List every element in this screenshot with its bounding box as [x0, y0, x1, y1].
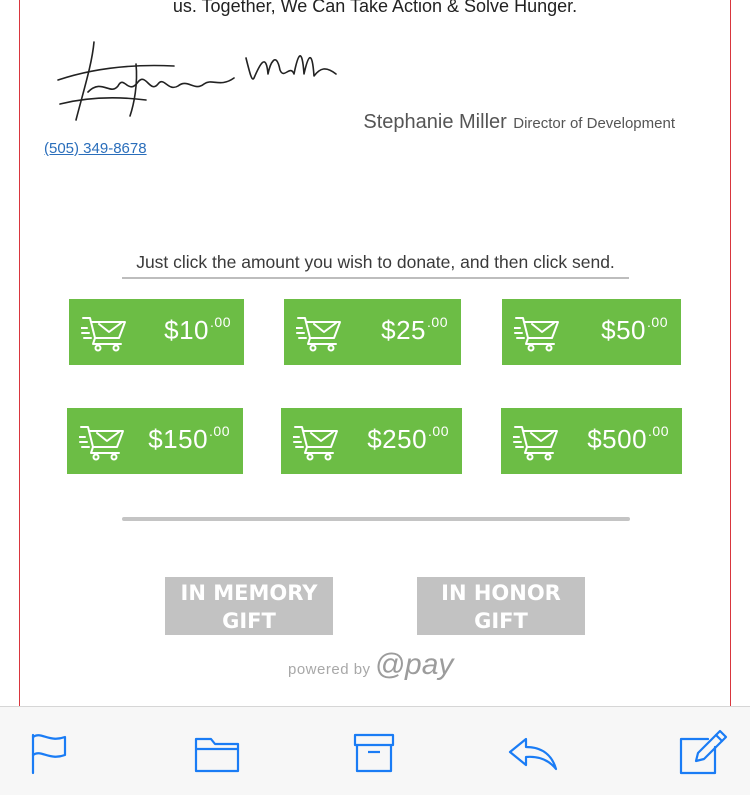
donate-amount: $\$10^{.00}$: [164, 314, 231, 345]
signer-block: [363, 111, 675, 134]
compose-button[interactable]: [674, 725, 730, 781]
flag-button[interactable]: [21, 725, 77, 781]
signature-image: [54, 34, 344, 126]
cart-icon: [513, 421, 561, 461]
compose-icon: [674, 725, 730, 781]
archive-button[interactable]: [346, 725, 402, 781]
donate-amount: $\$250^{.00}$: [367, 423, 449, 454]
donate-500-button[interactable]: [501, 408, 682, 474]
donate-amount: $\$500^{.00}$: [587, 423, 669, 454]
cut-off-text: us. Together, We Can Take Action & Solve Hunger.: [172, 0, 578, 16]
powered-by-logo: powered by @pay: [288, 648, 454, 681]
donate-25-button[interactable]: [284, 299, 461, 365]
phone-link[interactable]: (505) 349-8678: [44, 140, 147, 157]
donate-amount: $\$25^{.00}$: [381, 314, 448, 345]
donate-250-button[interactable]: [281, 408, 462, 474]
signer-title: Director of Development: [513, 115, 675, 132]
divider: [122, 517, 630, 521]
in-honor-gift-button[interactable]: IN HONOR GIFT: [417, 577, 585, 635]
reply-icon: [504, 725, 560, 781]
cart-icon: [514, 312, 562, 352]
flag-icon: [21, 725, 77, 781]
donate-amount: $\$50^{.00}$: [601, 314, 668, 345]
donation-instruction: Just click the amount you wish to donate, and then click send.: [122, 252, 629, 279]
cart-icon: [296, 312, 344, 352]
cart-icon: [79, 421, 127, 461]
donate-150-button[interactable]: [67, 408, 243, 474]
donate-amount: $\$150^{.00}$: [148, 423, 230, 454]
email-body: [19, 0, 731, 706]
reply-button[interactable]: [504, 725, 560, 781]
folder-icon: [189, 725, 245, 781]
in-memory-gift-button[interactable]: IN MEMORY GIFT: [165, 577, 333, 635]
move-to-folder-button[interactable]: [189, 725, 245, 781]
cart-icon: [81, 312, 129, 352]
archive-icon: [346, 725, 402, 781]
donate-10-button[interactable]: [69, 299, 244, 365]
donate-50-button[interactable]: [502, 299, 681, 365]
signer-name: Stephanie Miller: [363, 111, 507, 133]
mail-toolbar: [0, 706, 750, 795]
cart-icon: [293, 421, 341, 461]
